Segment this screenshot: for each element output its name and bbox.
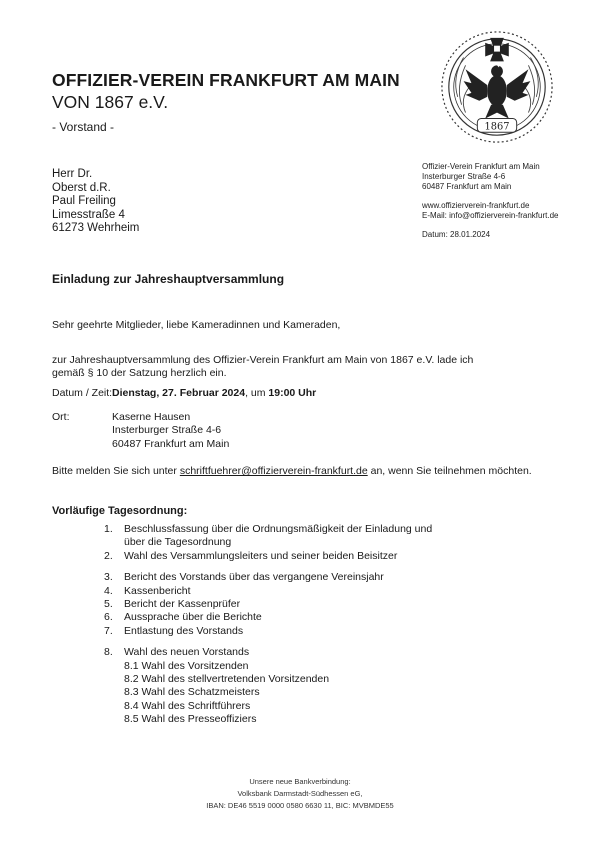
agenda-item-number: 6. <box>104 611 113 624</box>
sender-website-link[interactable]: www.offizierverein-frankfurt.de <box>422 201 530 210</box>
agenda-list <box>104 523 432 727</box>
recipient-line: Limesstraße 4 <box>52 208 125 221</box>
agenda-item-number: 3. <box>104 571 113 584</box>
agenda-item-number: 2. <box>104 549 113 562</box>
agenda-subitem: 8.4 Wahl des Schriftführers <box>124 699 251 712</box>
agenda-subitem: 8.1 Wahl des Vorsitzenden <box>124 659 249 672</box>
letter-date: Datum: 28.01.2024 <box>422 230 491 239</box>
signup-text-after: an, wenn Sie teilnehmen möchten. <box>367 465 532 477</box>
agenda-item-text: Entlastung des Vorstands <box>124 624 244 637</box>
recipient-line: Paul Freiling <box>52 195 116 208</box>
recipient-line: Herr Dr. <box>52 168 93 180</box>
agenda-subitem: 8.2 Wahl des stellvertretenden Vorsitzenden <box>124 673 330 686</box>
agenda-item <box>104 625 432 638</box>
agenda-item-number: 7. <box>104 624 113 637</box>
footer-line: Unsere neue Bankverbindung: <box>249 777 351 786</box>
agenda-item <box>104 550 432 563</box>
location-address <box>112 411 229 451</box>
signup-email-link[interactable]: schriftfuehrer@offizierverein-frankfurt.de <box>179 465 368 477</box>
seal-year-text: 1867 <box>484 121 510 133</box>
agenda-item-text: Wahl des Versammlungsleiters und seiner beiden Beisitzer <box>124 549 398 562</box>
agenda-item-text: Beschlussfassung über die Ordnungsmäßigkeit der Einladung und <box>124 523 433 535</box>
signup-instruction <box>52 465 532 477</box>
meeting-date: Dienstag, 27. Februar 2024 <box>112 387 246 399</box>
sender-block <box>422 162 558 240</box>
sender-email[interactable]: E-Mail: info@offizierverein-frankfurt.de <box>422 211 559 220</box>
board-label: - Vorstand - <box>52 120 115 134</box>
datetime-label: Datum / Zeit: <box>52 387 113 399</box>
meeting-time: 19:00 Uhr <box>268 387 317 399</box>
agenda-item <box>104 646 432 659</box>
intro-line: gemäß § 10 der Satzung herzlich ein. <box>52 367 227 380</box>
footer-line: Volksbank Darmstadt-Südhessen eG, <box>237 789 363 798</box>
sender-city: 60487 Frankfurt am Main <box>422 182 512 191</box>
association-seal-logo <box>438 28 556 146</box>
datetime-value <box>112 387 316 400</box>
agenda-title: Vorläufige Tagesordnung: <box>52 505 188 517</box>
location-line: Kaserne Hausen <box>112 411 191 423</box>
agenda-item-text: Bericht des Vorstands über das vergangene Vereinsjahr <box>124 571 384 584</box>
organization-name: OFFIZIER-VEREIN FRANKFURT AM MAIN <box>52 70 400 90</box>
recipient-line: Oberst d.R. <box>52 181 111 194</box>
agenda-subitem: 8.3 Wahl des Schatzmeisters <box>124 686 260 699</box>
agenda-item <box>104 571 432 584</box>
agenda-item-number: 5. <box>104 598 113 611</box>
bank-details-footer <box>0 776 600 812</box>
intro-line: zur Jahreshauptversammlung des Offizier-Verein Frankfurt am Main von 1867 e.V. lade ich <box>52 354 474 366</box>
sender-street: Insterburger Straße 4-6 <box>422 172 506 181</box>
location-line: Insterburger Straße 4-6 <box>112 424 222 437</box>
recipient-line: 61273 Wehrheim <box>52 222 140 235</box>
letter-subject: Einladung zur Jahreshauptversammlung <box>52 272 285 286</box>
agenda-item-text: Bericht der Kassenprüfer <box>124 598 241 611</box>
organization-subtitle: VON 1867 e.V. <box>52 92 169 112</box>
datetime-separator: , um <box>245 387 269 399</box>
agenda-item-number: 1. <box>104 523 113 535</box>
agenda-item-continuation: über die Tagesordnung <box>124 536 232 549</box>
agenda-item-text: Aussprache über die Berichte <box>124 611 262 624</box>
agenda-item-number: 8. <box>104 646 113 659</box>
location-line: 60487 Frankfurt am Main <box>112 437 230 450</box>
intro-paragraph <box>52 354 473 381</box>
agenda-item <box>104 585 432 598</box>
greeting-text: Sehr geehrte Mitglieder, liebe Kameradinnen und Kameraden, <box>52 319 341 331</box>
signup-text-before: Bitte melden Sie sich unter <box>52 465 180 477</box>
agenda-item <box>104 611 432 624</box>
agenda-item <box>104 598 432 611</box>
agenda-item-number: 4. <box>104 584 113 597</box>
agenda-item-text: Kassenbericht <box>124 584 191 597</box>
recipient-address <box>52 168 139 236</box>
sender-name: Offizier-Verein Frankfurt am Main <box>422 162 540 171</box>
footer-line: IBAN: DE46 5519 0000 0580 6630 11, BIC: MVBMDE55 <box>206 801 394 810</box>
agenda-item-text: Wahl des neuen Vorstands <box>124 646 250 659</box>
agenda-item <box>104 523 432 536</box>
location-label: Ort: <box>52 411 70 423</box>
agenda-subitem: 8.5 Wahl des Presseoffiziers <box>124 713 257 726</box>
